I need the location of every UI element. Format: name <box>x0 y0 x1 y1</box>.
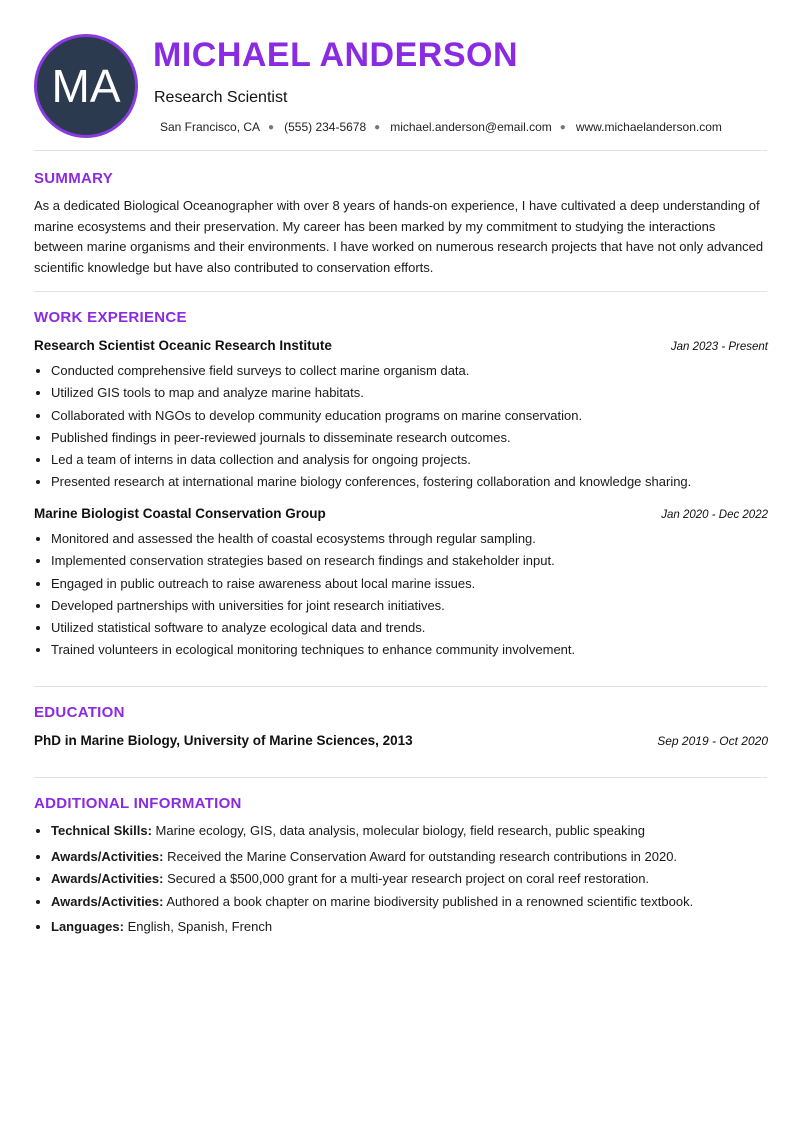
list-item: • Developed partnerships with universities for joint research initiatives. <box>51 595 767 617</box>
job-header <box>34 506 768 521</box>
list-item: • Published findings in peer-reviewed journals to disseminate research outcomes. <box>51 427 767 449</box>
summary-heading: SUMMARY <box>34 170 114 187</box>
list-item: • Presented research at international marine biology conferences, fostering collaboration and knowledge sharing. <box>51 471 767 493</box>
list-item: • Utilized GIS tools to map and analyze marine habitats. <box>51 382 767 404</box>
item-text: Secured a $500,000 grant for a multi-year research project on coral reef restoration. <box>167 871 650 886</box>
list-item: • Monitored and assessed the health of coastal ecosystems through regular sampling. <box>51 528 767 550</box>
list-item <box>51 868 767 891</box>
list-item <box>51 916 767 939</box>
summary-text: As a dedicated Biological Oceanographer with over 8 years of hands-on experience, I have cultivated a deep understanding of marine ecosystems and their preservation. My career has been marked by my commitment to studying the interactions between marine organisms and their environments. I have worked on numerous research projects that have not only advanced scientific knowledge but have also contributed to conservation efforts. <box>34 198 764 275</box>
divider <box>34 291 767 292</box>
divider <box>34 150 767 151</box>
list-item <box>51 846 767 869</box>
job-bullets <box>34 360 767 494</box>
list-item <box>51 891 767 914</box>
candidate-title: Research Scientist <box>154 89 288 106</box>
separator-dot-icon: ● <box>559 121 566 133</box>
divider <box>34 777 767 778</box>
contact-bar <box>160 120 722 134</box>
list-item: • Engaged in public outreach to raise awareness about local marine issues. <box>51 573 767 595</box>
item-text: English, Spanish, French <box>127 919 273 934</box>
separator-dot-icon: ● <box>374 121 381 133</box>
list-item: • Trained volunteers in ecological monitoring techniques to enhance community involvement. <box>51 639 767 661</box>
education-entry <box>34 733 768 748</box>
list-item: • Implemented conservation strategies based on research findings and stakeholder input. <box>51 550 767 572</box>
additional-list <box>34 820 767 939</box>
item-label: Awards/Activities: <box>51 871 164 886</box>
item-label: Technical Skills: <box>51 823 152 838</box>
list-item <box>51 820 767 843</box>
item-text: Received the Marine Conservation Award for outstanding research contributions in 2020. <box>167 848 678 864</box>
education-degree: PhD in Marine Biology, University of Marine Sciences, 2013 <box>34 733 413 748</box>
separator-dot-icon: ● <box>268 121 275 133</box>
avatar <box>34 34 138 138</box>
job-bullets <box>34 528 767 662</box>
job-title: Marine Biologist Coastal Conservation Group <box>34 506 326 521</box>
job-date: Jan 2020 - Dec 2022 <box>661 509 768 521</box>
contact-phone[interactable]: (555) 234-5678 <box>284 120 367 134</box>
list-item: • Utilized statistical software to analyze ecological data and trends. <box>51 617 767 639</box>
contact-location: San Francisco, CA <box>160 120 261 134</box>
candidate-name: MICHAEL ANDERSON <box>153 36 519 74</box>
job-date: Jan 2023 - Present <box>670 341 768 353</box>
list-item: • Led a team of interns in data collection and analysis for ongoing projects. <box>51 449 767 471</box>
education-date: Sep 2019 - Oct 2020 <box>657 734 768 748</box>
item-label: Awards/Activities: <box>51 893 164 909</box>
education-heading: EDUCATION <box>34 704 125 721</box>
list-item: • Conducted comprehensive field surveys to collect marine organism data. <box>51 360 767 382</box>
job-header <box>34 338 768 353</box>
item-label: Languages: <box>51 919 124 934</box>
contact-email[interactable]: michael.anderson@email.com <box>390 120 552 134</box>
divider <box>34 686 767 687</box>
list-item: • Collaborated with NGOs to develop community education programs on marine conservation. <box>51 405 767 427</box>
contact-website[interactable]: www.michaelanderson.com <box>575 120 722 134</box>
item-text: Marine ecology, GIS, data analysis, molecular biology, field research, public speaking <box>155 823 645 838</box>
avatar-initials: MA <box>51 60 121 112</box>
item-label: Awards/Activities: <box>51 848 164 864</box>
experience-heading: WORK EXPERIENCE <box>34 309 187 326</box>
job-title: Research Scientist Oceanic Research Institute <box>34 338 332 353</box>
item-text: Authored a book chapter on marine biodiversity published in a renowned scientific textbook. <box>166 893 694 909</box>
additional-heading: ADDITIONAL INFORMATION <box>34 795 242 812</box>
